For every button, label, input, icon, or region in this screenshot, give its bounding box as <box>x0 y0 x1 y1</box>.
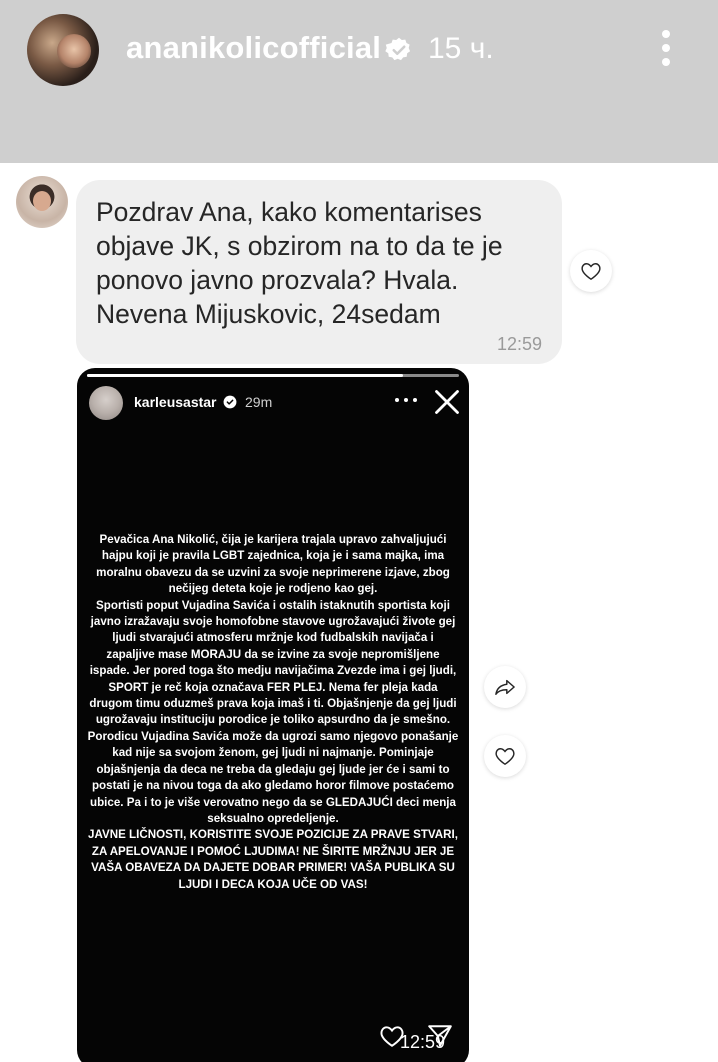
heart-icon <box>494 746 516 766</box>
like-message-button[interactable] <box>570 250 612 292</box>
message-time: 12:59 <box>496 334 542 354</box>
message-text: Pozdrav Ana, kako komentarises objave JK, s obzirom na to da te je ponovo javno prozvala? Hvala. Nevena Mijuskovic, 24sedam <box>96 197 503 329</box>
heart-icon <box>580 261 602 281</box>
shared-story-card[interactable] <box>77 368 469 1062</box>
story-text-body <box>87 532 459 893</box>
story-progress-bar <box>87 374 459 377</box>
close-icon[interactable] <box>433 388 461 416</box>
more-horizontal-icon[interactable] <box>395 398 417 404</box>
story-time: 15 ч. <box>428 32 494 65</box>
like-story-button[interactable] <box>484 735 526 777</box>
story-username[interactable]: ananikolicofficial <box>126 30 382 65</box>
story-header <box>0 0 718 163</box>
shared-story-avatar[interactable] <box>89 386 123 420</box>
story-paragraph: JAVNE LIČNOSTI, KORISTITE SVOJE POZICIJE ZA PRAVE STVARI, ZA APELOVANJE I POMOĆ LJUDIMA! NE ŠIRITE MRŽNJU JER JE VAŠA OBAVEZA DA DAJETE DOBAR PRIMER! VAŠA PUBLIKA SU LJUDI I DECA KOJA UČE OD VAS! <box>88 828 458 891</box>
forward-story-button[interactable] <box>484 666 526 708</box>
sender-avatar[interactable] <box>16 176 68 228</box>
message-bubble[interactable] <box>76 180 562 364</box>
shared-story-username[interactable]: karleusastar <box>134 394 217 410</box>
story-paragraph: Sportisti poput Vujadina Savića i ostalih istaknutih sportista koji javno izražavaju svoje homofobne stavove ugrožavajući živote gej ljudi stvarajući atmosferu mržnje kod fudbalskih navijača i zapaljive mase MORAJU da se izvine za svoje nepromišljene ispade. Jer pored toga što medju navijačima Zvezde ima i gej ljudi, SPORT je reč koja označava FER PLEJ. Nema fer pleja kada drugom timu oduzmeš prava koja imaš i ti. Objašnjenje da gej ljudi ugrožavaju instituciju porodice je toliko apsurdno da je smešno. Porodicu Vujadina Savića može da ugrozi samo njegovo ponašanje kad nije sa svojom ženom, gej ljudi ni najmanje. Pominjaje objašnjenja da deca ne treba da gledaju gej ljude jer će i sami to postati je na nivou toga da ako gledamo horor filmove postaćemo ubice. Pa i to je više verovatno nego da se GLEDAJUĆI deci menja seksualno opredeljenje. <box>87 598 459 825</box>
share-arrow-icon <box>494 677 516 697</box>
story-paragraph: Pevačica Ana Nikolić, čija je karijera trajala upravo zahvaljujući hajpu koji je pravila LGBT zajednica, koja je i sama majka, ima moralnu obavezu da se uzvini za svoje neprimerene izjave, zbog nečijeg deteta koje je rodjeno kao gej. <box>96 533 450 596</box>
shared-story-time: 29m <box>245 394 273 410</box>
verified-badge-icon <box>223 395 237 409</box>
profile-avatar[interactable] <box>27 14 99 86</box>
more-vertical-icon[interactable] <box>656 30 676 70</box>
verified-badge-icon <box>385 36 413 64</box>
shared-story-message-time: 12:59 <box>400 1032 446 1052</box>
